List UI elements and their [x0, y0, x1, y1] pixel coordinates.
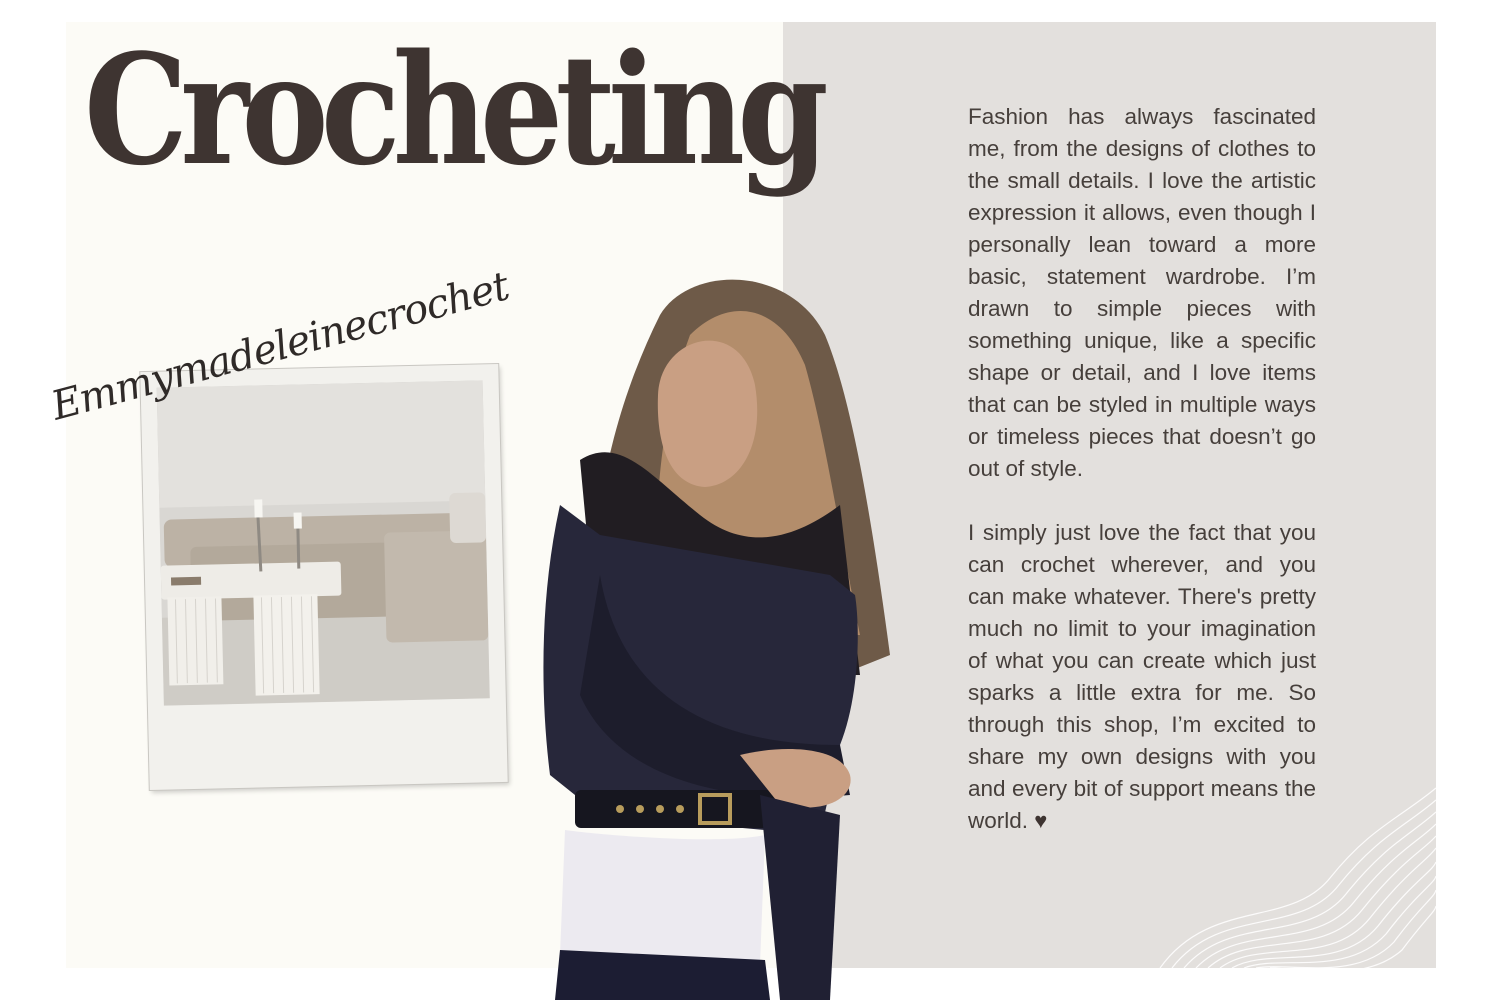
signature-script	[46, 263, 562, 440]
bio-text	[968, 101, 1316, 837]
page-title: Crocheting	[84, 20, 821, 199]
signature-text: Emmymadeleinecrochet	[46, 263, 514, 430]
heart-icon: ♥	[1034, 808, 1048, 833]
portrait-photo	[540, 275, 900, 1000]
bio-paragraph-1: Fashion has always fascinated me, from the designs of clothes to the small details. I love the artistic expression it allows, even though I personally lean toward a more basic, statement wardrobe. I’m drawn to simple pieces with something unique, like a specific shape or detail, and I love items that can be styled in multiple ways or timeless pieces that doesn’t go out of style.	[968, 104, 1316, 481]
wave-lines-decoration	[1150, 778, 1436, 968]
bio-paragraph-2-text: I simply just love the fact that you can crochet wherever, and you can make whatever. There's pretty much no limit to your imagination of what you can create which just sparks a little extra for me. So through this shop, I’m excited to share my own designs with you and every bit of support means the world.	[968, 520, 1316, 833]
